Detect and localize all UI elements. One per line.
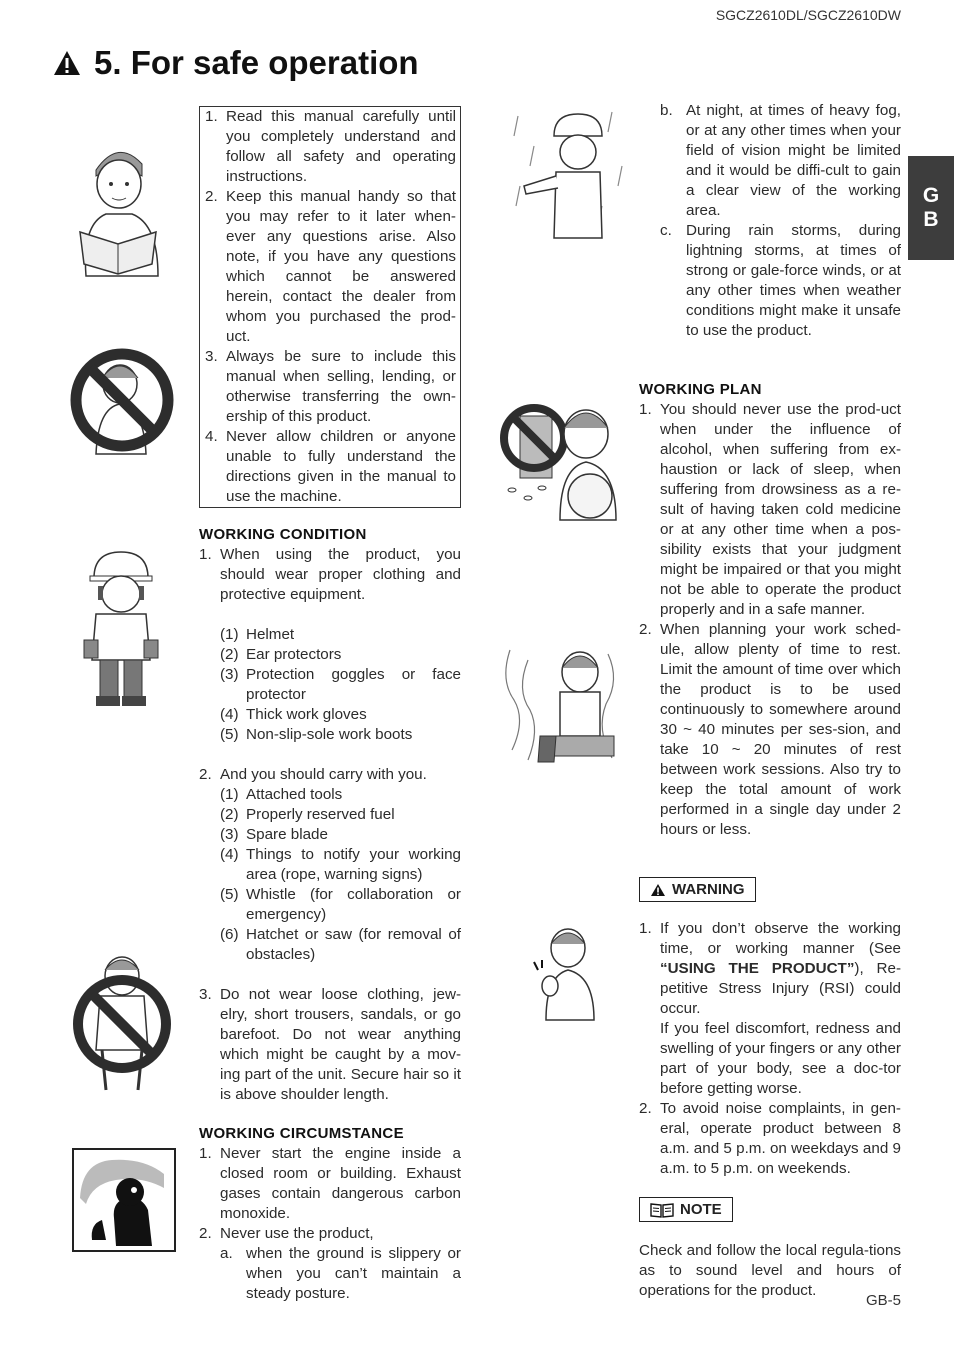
language-tab: G B bbox=[908, 156, 954, 260]
model-number: SGCZ2610DL/SGCZ2610DW bbox=[715, 7, 901, 23]
page-title bbox=[52, 44, 419, 82]
list-item: 1. When using the product, you should wear proper clothing and protective equipment. bbox=[199, 546, 461, 603]
sub-list-item: (6) Hatchet or saw (for removal of obstacles) bbox=[220, 926, 461, 963]
sub-list-item: (3) Protection goggles or face protector bbox=[220, 666, 461, 703]
list-item: 1. You should never use the prod-uct when under the influence of alcohol, when suffering from ex-haustion or lack of sleep, when suffering from drowsiness as a re-sult of having taken cold medicine or at any other time when a pos-sibility exists that your judgment might be impaired or that you might not be able to operate the product properly and in a safe manner. bbox=[639, 401, 901, 618]
sub-list-item: (3) Spare blade bbox=[220, 826, 328, 843]
working-plan-section bbox=[639, 380, 901, 840]
sub-list-item: (4) Thick work gloves bbox=[220, 706, 367, 723]
sub-list-item: c. During rain storms, during lightning storms, at times of strong or gale-force winds, or at any other times when weather conditions might make it unsafe to use the product. bbox=[660, 222, 901, 339]
list-item: 1. If you don’t observe the working time, or working manner (See “USING THE PRODUCT”), Re-petitive Stress Injury (RSI) could occur. If you feel discomfort, redness and swelling of your fingers or any other part of your body, see a doc-tor before getting worse. bbox=[639, 920, 901, 1097]
list-item: 2. Keep this manual handy so that you may refer to it later when-ever any questions arise. Also note, if you have any questions which cannot be answered herein, contact the dealer from whom you purchased the prod-uct. bbox=[205, 188, 456, 345]
working-condition-section bbox=[199, 525, 461, 1105]
section-heading: WORKING PLAN bbox=[639, 381, 762, 398]
list-item: 1. Never start the engine inside a closed room or building. Exhaust gases contain dangerous carbon monoxide. bbox=[199, 1145, 461, 1222]
warning-section bbox=[639, 919, 901, 1179]
hand-pain-illustration bbox=[528, 922, 602, 1022]
carbon-monoxide-illustration bbox=[72, 1148, 176, 1252]
page-number: GB-5 bbox=[865, 1292, 901, 1309]
list-item: 1. Read this manual carefully until you completely understand and follow all safety and operating instructions. bbox=[205, 108, 456, 185]
sub-list-item: (2) Ear protectors bbox=[220, 646, 342, 663]
reading-person-illustration bbox=[72, 140, 164, 278]
sub-list-item: a. when the ground is slippery or when you can’t maintain a steady posture. bbox=[220, 1245, 461, 1302]
intro-instructions-box bbox=[199, 106, 461, 508]
note-label: NOTE bbox=[639, 1197, 733, 1222]
exhausted-worker-illustration bbox=[496, 640, 628, 770]
book-icon bbox=[650, 1202, 674, 1218]
working-circumstance-section bbox=[199, 1124, 461, 1304]
list-item: 3. Always be sure to include this manual when selling, lending, or otherwise transferring the own-ership of this product. bbox=[205, 348, 456, 425]
list-item: 2. Never use the product, bbox=[199, 1225, 374, 1242]
page-title-text: 5. For safe operation bbox=[94, 44, 419, 81]
sub-list-item: b. At night, at times of heavy fog, or at any other times when your field of vision might be limited and it would be diffi-cult to gain a clear view of the working area. bbox=[660, 102, 901, 219]
night-fog-illustration bbox=[512, 106, 628, 242]
protective-gear-worker-illustration bbox=[80, 548, 162, 708]
section-heading: WORKING CONDITION bbox=[199, 526, 367, 543]
list-item: 2. And you should carry with you. bbox=[199, 766, 427, 783]
note-text: Check and follow the local regula-tions as to sound level and hours of operations for the product. bbox=[639, 1242, 901, 1299]
warning-triangle-icon bbox=[52, 49, 82, 77]
list-item: 2. To avoid noise complaints, in gen-eral, operate product between 8 a.m. and 5 p.m. on weekdays and 9 a.m. to 5 p.m. on weekends. bbox=[639, 1100, 901, 1177]
section-heading: WORKING CIRCUMSTANCE bbox=[199, 1125, 404, 1142]
warning-triangle-icon bbox=[650, 883, 666, 897]
sub-list-item: (1) Attached tools bbox=[220, 786, 343, 803]
list-item: 4. Never allow children or anyone unable to fully understand the directions given in the manual to use the machine. bbox=[205, 428, 456, 505]
no-children-illustration bbox=[66, 344, 178, 456]
sub-list-item: (5) Non-slip-sole work boots bbox=[220, 726, 413, 743]
no-alcohol-illustration bbox=[498, 398, 628, 522]
sub-list-item: (5) Whistle (for collaboration or emergency) bbox=[220, 886, 461, 923]
working-circumstance-continued bbox=[660, 101, 901, 341]
warning-label: WARNING bbox=[639, 877, 756, 902]
sub-list-item: (4) Things to notify your working area (rope, warning signs) bbox=[220, 846, 461, 883]
no-loose-clothing-illustration bbox=[72, 950, 172, 1100]
sub-list-item: (2) Properly reserved fuel bbox=[220, 806, 395, 823]
sub-list-item: (1) Helmet bbox=[220, 626, 295, 643]
list-item: 3. Do not wear loose clothing, jew-elry, short trousers, sandals, or go barefoot. Do not wear anything which might be caught by a mov-ing part of the unit. Secure hair so it is above shoulder length. bbox=[199, 986, 461, 1103]
list-item: 2. When planning your work sched-ule, allow plenty of time to rest. Limit the amount of time over which the product is to be used continuously to somewhere around 30 ~ 40 minutes per ses-sion, and take 10 ~ 20 minutes of rest between work sessions. Also try to keep the total amount of work performed in a single day under 2 hours or less. bbox=[639, 621, 901, 838]
